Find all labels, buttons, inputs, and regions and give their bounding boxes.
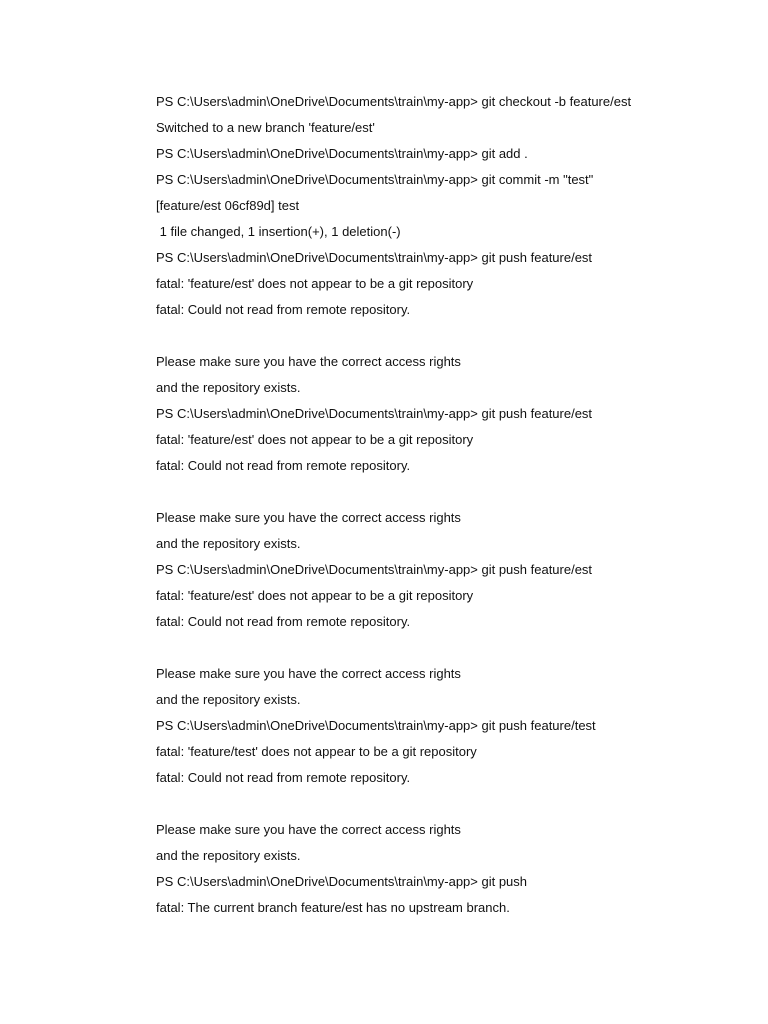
text-line: fatal: The current branch feature/est has no upstream branch. — [156, 900, 510, 915]
blank-line — [156, 635, 736, 661]
text-line: Switched to a new branch 'feature/est' — [156, 120, 375, 135]
text-line: Please make sure you have the correct access rights — [156, 354, 461, 369]
text-line: fatal: Could not read from remote repository. — [156, 302, 411, 317]
text-line: 1 file changed, 1 insertion(+), 1 deletion(-) — [156, 224, 401, 239]
text-line: fatal: 'feature/test' does not appear to be a git repository — [156, 744, 477, 759]
text-line: PS C:\Users\admin\OneDrive\Documents\train\my-app> git push feature/est — [156, 250, 593, 265]
text-line: fatal: Could not read from remote repository. — [156, 614, 411, 629]
text-line: PS C:\Users\admin\OneDrive\Documents\train\my-app> git push feature/test — [156, 718, 596, 733]
text-line: [feature/est 06cf89d] test — [156, 198, 300, 213]
text-line: PS C:\Users\admin\OneDrive\Documents\train\my-app> git checkout -b feature/est — [156, 94, 632, 109]
text-line: PS C:\Users\admin\OneDrive\Documents\train\my-app> git push feature/est — [156, 562, 593, 577]
text-line: fatal: 'feature/est' does not appear to be a git repository — [156, 588, 474, 603]
text-line: and the repository exists. — [156, 380, 301, 395]
blank-line — [156, 791, 736, 817]
text-line: PS C:\Users\admin\OneDrive\Documents\train\my-app> git push feature/est — [156, 406, 593, 421]
text-line: fatal: 'feature/est' does not appear to be a git repository — [156, 276, 474, 291]
text-line: PS C:\Users\admin\OneDrive\Documents\train\my-app> git commit -m "test" — [156, 172, 594, 187]
text-line: and the repository exists. — [156, 536, 301, 551]
text-line: fatal: Could not read from remote repository. — [156, 458, 411, 473]
text-line: and the repository exists. — [156, 692, 301, 707]
text-line: and the repository exists. — [156, 848, 301, 863]
blank-line — [156, 479, 736, 505]
text-line: Please make sure you have the correct access rights — [156, 666, 461, 681]
text-line: fatal: Could not read from remote repository. — [156, 770, 411, 785]
text-line: Please make sure you have the correct access rights — [156, 822, 461, 837]
text-line: PS C:\Users\admin\OneDrive\Documents\train\my-app> git push — [156, 874, 528, 889]
blank-line — [156, 323, 736, 349]
text-line: fatal: 'feature/est' does not appear to be a git repository — [156, 432, 474, 447]
text-line: PS C:\Users\admin\OneDrive\Documents\train\my-app> git add . — [156, 146, 528, 161]
terminal-transcript — [156, 89, 736, 921]
text-line: Please make sure you have the correct access rights — [156, 510, 461, 525]
